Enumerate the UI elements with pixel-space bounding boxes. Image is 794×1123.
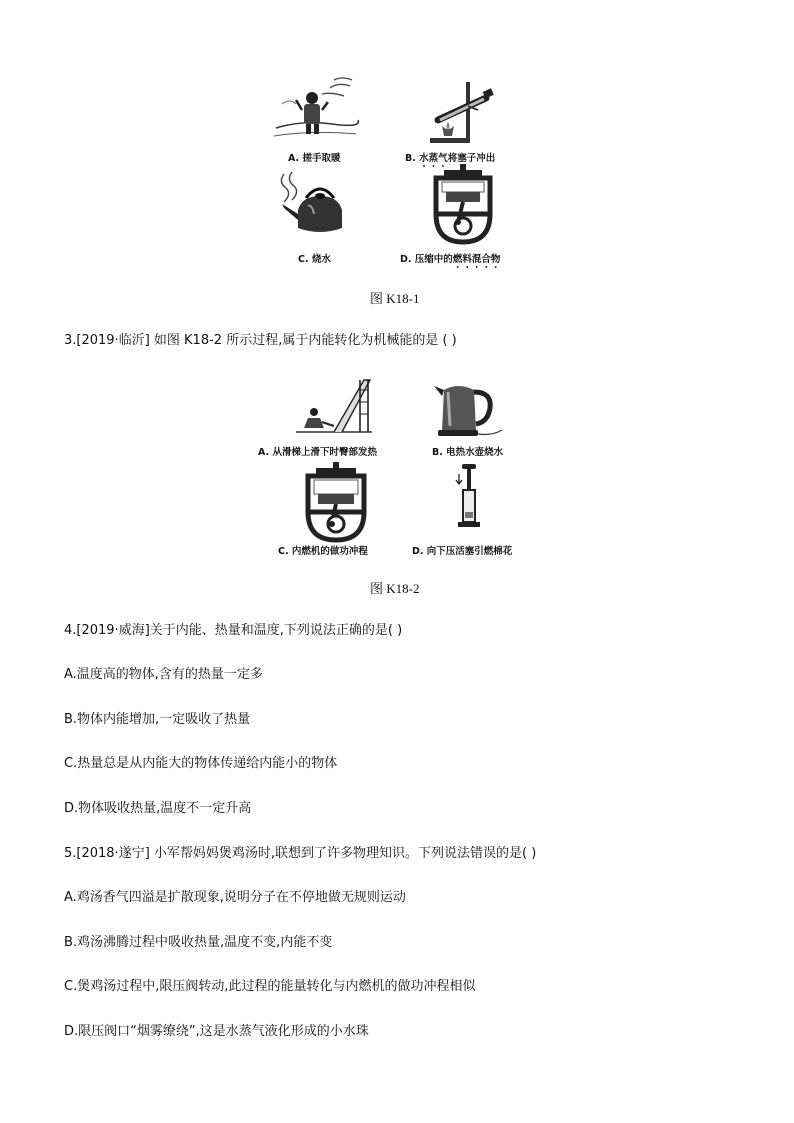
question4-option-a: A.温度高的物体,含有的热量一定多	[64, 667, 263, 682]
rubbing-hands-illustration	[272, 74, 358, 144]
engine-compression-illustration	[428, 162, 498, 246]
slide-illustration	[294, 374, 374, 438]
electric-kettle-illustration	[432, 378, 504, 440]
question5-option-d: D.限压阀口“烟雾缭绕”,这是水蒸气液化形成的小水珠	[64, 1024, 369, 1039]
question4-option-c: C.热量总是从内能大的物体传递给内能小的物体	[64, 756, 338, 771]
label-b-emph: 水蒸气	[419, 153, 448, 164]
figure2-label-b: B. 电热水壶烧水	[432, 447, 504, 458]
question5-option-c: C.煲鸡汤过程中,限压阀转动,此过程的能量转化与内燃机的做功冲程相似	[64, 979, 476, 994]
figure1-label-a: A. 搓手取暖	[288, 153, 341, 164]
question4-option-b: B.物体内能增加,一定吸收了热量	[64, 712, 251, 727]
figure2-label-a: A. 从滑梯上滑下时臀部发热	[258, 447, 377, 458]
figure1-caption: 图 K18-1	[370, 291, 420, 306]
figure2-label-c: C. 内燃机的做功冲程	[278, 546, 368, 557]
label-b-post: 将塞子冲出	[447, 153, 496, 164]
label-d-pre: D. 压缩中的	[400, 254, 453, 265]
question4-stem: 4.[2019·威海]关于内能、热量和温度,下列说法正确的是( )	[64, 623, 403, 638]
figure1-label-d	[400, 251, 500, 271]
figure1-label-c: C. 烧水	[298, 254, 331, 265]
question5-option-b: B.鸡汤沸腾过程中吸收热量,温度不变,内能不变	[64, 935, 333, 950]
kettle-illustration	[272, 170, 352, 242]
piston-syringe-illustration	[454, 462, 484, 530]
test-tube-steam-illustration	[428, 76, 498, 146]
question5-option-a: A.鸡汤香气四溢是扩散现象,说明分子在不停地做无规则运动	[64, 890, 406, 905]
figure2-label-d: D. 向下压活塞引燃棉花	[412, 546, 513, 557]
label-b-pre: B.	[405, 153, 420, 164]
engine-power-stroke-illustration	[300, 460, 372, 542]
figure2-caption: 图 K18-2	[370, 581, 420, 596]
question3-stem: 3.[2019·临沂] 如图 K18-2 所示过程,属于内能转化为机械能的是 ( )	[64, 333, 457, 348]
question4-option-d: D.物体吸收热量,温度不一定升高	[64, 801, 252, 816]
question5-stem: 5.[2018·遂宁] 小军帮妈妈煲鸡汤时,联想到了许多物理知识。下列说法错误的是( )	[64, 846, 537, 861]
label-d-emph: 燃料混合物	[452, 254, 501, 265]
